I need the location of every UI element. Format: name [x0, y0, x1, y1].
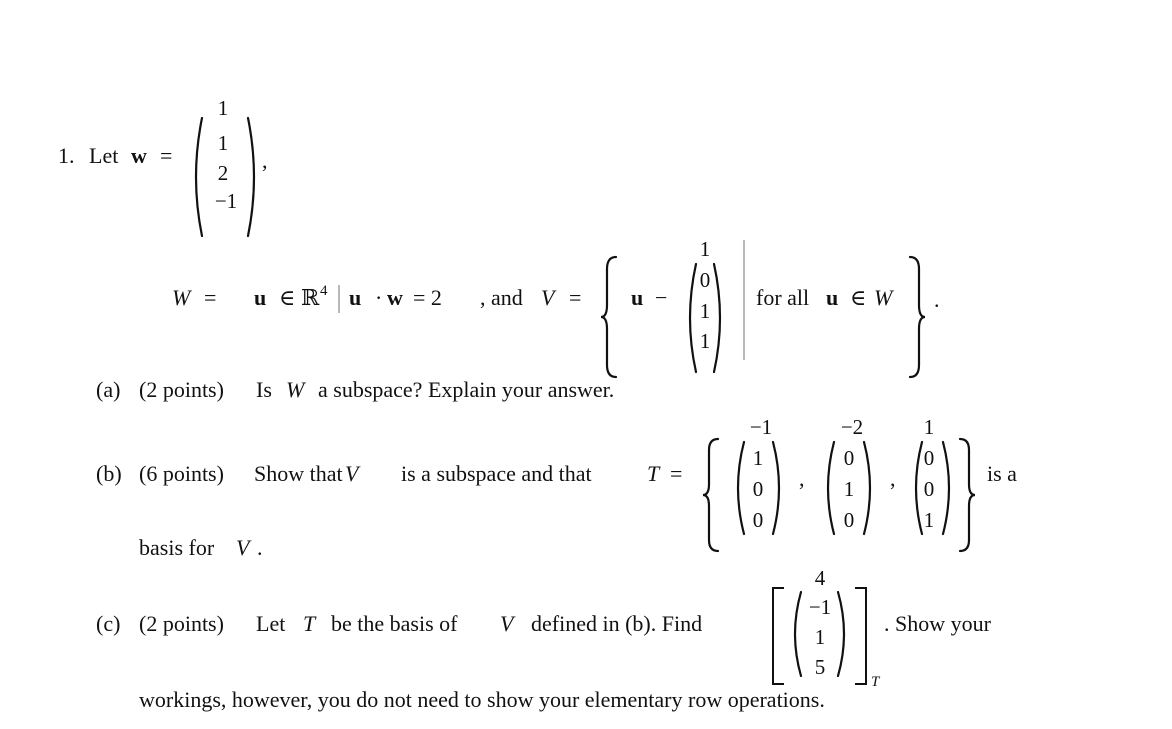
- problem-number: 1.: [58, 143, 75, 168]
- W-symbol: W: [172, 285, 191, 310]
- w-symbol: w: [131, 143, 147, 168]
- part-a-points: (2 points): [139, 377, 224, 402]
- W-cond-w: w: [387, 285, 403, 310]
- part-a-text-1: Is: [256, 377, 272, 402]
- basis-2-entry: −2: [840, 415, 864, 439]
- V-period: .: [934, 287, 940, 312]
- part-c-text-4: . Show your: [884, 611, 991, 636]
- V-vector-right-paren: [712, 262, 726, 374]
- W-elem: ∈: [279, 285, 296, 310]
- V-vector-entry: 0: [699, 268, 711, 292]
- coord-right-bracket: [855, 587, 867, 685]
- basis-comma: ,: [890, 466, 896, 491]
- basis-1-entry: 0: [752, 477, 764, 501]
- for-all-W: W: [874, 285, 893, 310]
- part-b-text-1: Show that: [254, 461, 343, 486]
- basis-3-entry: 0: [923, 477, 935, 501]
- part-b-line2-period: .: [257, 535, 263, 560]
- part-c-points: (2 points): [139, 611, 224, 636]
- basis-2-entry: 0: [843, 508, 855, 532]
- part-a-label: (a): [96, 377, 121, 402]
- part-c-V: V: [500, 611, 514, 636]
- basis-1-left-paren: [732, 440, 746, 536]
- T-left-brace: [702, 437, 722, 553]
- part-c-line2: workings, however, you do not need to show your elementary row operations.: [139, 687, 825, 712]
- basis-2-left-paren: [822, 440, 836, 536]
- V-equals: =: [569, 285, 582, 310]
- W-cond-rest: = 2: [413, 285, 442, 310]
- for-all-text: for all: [756, 285, 810, 310]
- basis-2-entry: 1: [843, 477, 855, 501]
- for-all-u: u: [826, 285, 839, 310]
- part-b-equals: =: [670, 461, 683, 486]
- W-space: ℝ: [301, 285, 320, 310]
- part-c-T: T: [303, 611, 316, 636]
- W-space-exponent: 4: [320, 283, 328, 299]
- part-b-text-2: is a subspace and that: [401, 461, 592, 486]
- part-a-W: W: [286, 377, 305, 402]
- coord-vector-right-paren: [836, 590, 850, 678]
- problem-intro: Let: [89, 143, 119, 168]
- W-equals: =: [204, 285, 217, 310]
- basis-comma: ,: [799, 466, 805, 491]
- for-all-elem: ∈: [850, 285, 867, 310]
- part-b-label: (b): [96, 461, 122, 486]
- coord-vector-entry: −1: [808, 595, 832, 619]
- W-cond-dot: ·: [375, 285, 383, 310]
- V-symbol: V: [541, 285, 555, 310]
- V-right-brace: [906, 255, 926, 379]
- part-c-text-2: be the basis of: [331, 611, 458, 636]
- basis-3-entry: 1: [923, 508, 935, 532]
- basis-2-right-paren: [862, 440, 876, 536]
- coord-subscript-T: T: [871, 674, 880, 690]
- basis-3-entry: 1: [923, 415, 935, 439]
- basis-3-right-paren: [941, 440, 955, 536]
- V-minus: −: [655, 285, 668, 310]
- w-comma: ,: [262, 148, 268, 173]
- V-u: u: [631, 285, 644, 310]
- coord-vector-entry: 1: [814, 625, 826, 649]
- w-vector-right-paren: [246, 116, 260, 238]
- V-set-divider: [743, 240, 745, 360]
- w-vector-entry: 2: [217, 161, 229, 185]
- part-b-points: (6 points): [139, 461, 224, 486]
- part-b-V: V: [345, 461, 359, 486]
- w-vector-entry: 1: [217, 131, 229, 155]
- part-c-label: (c): [96, 611, 121, 636]
- w-vector-left-paren: [190, 116, 204, 238]
- and-separator: , and: [480, 285, 523, 310]
- basis-3-entry: 0: [923, 446, 935, 470]
- W-set-divider: [338, 285, 340, 313]
- V-vector-entry: 1: [699, 237, 711, 261]
- W-set-u: u: [254, 285, 267, 310]
- coord-left-bracket: [772, 587, 784, 685]
- w-vector-entry: 1: [217, 96, 229, 120]
- basis-1-entry: −1: [749, 415, 773, 439]
- part-b-line2-V: V: [236, 535, 250, 560]
- V-vector-entry: 1: [699, 299, 711, 323]
- W-cond-u: u: [349, 285, 362, 310]
- w-vector-entry: −1: [214, 189, 238, 213]
- basis-1-entry: 1: [752, 446, 764, 470]
- part-c-text-1: Let: [256, 611, 286, 636]
- V-vector-entry: 1: [699, 329, 711, 353]
- part-b-T: T: [647, 461, 660, 486]
- part-a-text-2: a subspace? Explain your answer.: [318, 377, 615, 402]
- basis-2-entry: 0: [843, 446, 855, 470]
- T-right-brace: [956, 437, 976, 553]
- w-equals: =: [160, 143, 173, 168]
- V-left-brace: [600, 255, 620, 379]
- coord-vector-entry: 5: [814, 655, 826, 679]
- basis-1-right-paren: [771, 440, 785, 536]
- part-b-line2-text: basis for: [139, 535, 215, 560]
- part-c-text-3: defined in (b). Find: [531, 611, 703, 636]
- coord-vector-entry: 4: [814, 566, 826, 590]
- part-b-tail: is a: [987, 461, 1017, 486]
- basis-1-entry: 0: [752, 508, 764, 532]
